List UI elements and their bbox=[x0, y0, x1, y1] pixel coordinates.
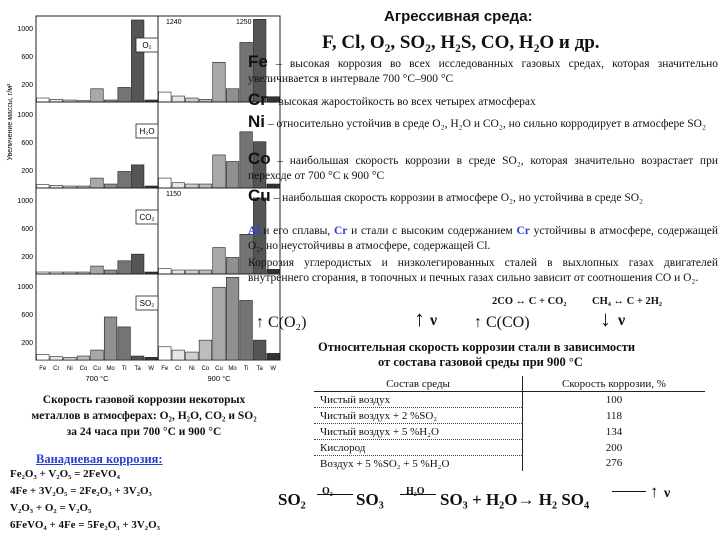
bar-o2-mo bbox=[226, 89, 239, 102]
bar-so2-mo bbox=[226, 277, 239, 360]
category-label: Cu bbox=[93, 366, 101, 372]
bar-so2-cu bbox=[213, 287, 226, 360]
cell-rate: 100 bbox=[605, 393, 623, 406]
cr-paragraph bbox=[248, 92, 718, 110]
chart-caption-line1: Скорость газовой коррозии некоторых bbox=[42, 394, 246, 406]
bar-so2-ni bbox=[186, 352, 199, 360]
category-label: Cu bbox=[215, 366, 223, 372]
bar-co2-co bbox=[199, 270, 212, 274]
page-title: Агрессивная среда: bbox=[384, 8, 533, 25]
table-row bbox=[314, 440, 705, 456]
bar-co2-fe bbox=[159, 269, 172, 274]
category-label: Ti bbox=[121, 366, 127, 372]
c-o2-up: ↑ C(O₂) bbox=[256, 314, 307, 331]
y-tick-label: 600 bbox=[21, 140, 33, 147]
cell-medium: Чистый воздух + 2 %SO₂ bbox=[314, 408, 523, 424]
ni-symbol: Ni bbox=[248, 112, 265, 131]
bar-so2-fe bbox=[159, 347, 172, 360]
atmosphere-label: H₂O bbox=[139, 127, 155, 136]
category-label: Fe bbox=[39, 366, 47, 372]
o2-label: O₂ bbox=[322, 486, 333, 497]
cell-medium: Чистый воздух + 5 %H₂O bbox=[314, 424, 523, 440]
y-tick-label: 200 bbox=[21, 82, 33, 89]
bar-h2o-cu bbox=[91, 178, 104, 188]
category-label: Ni bbox=[189, 366, 195, 372]
category-label: Co bbox=[201, 366, 210, 372]
bar-h2o-ta bbox=[131, 165, 144, 188]
bar-so2-ta bbox=[131, 356, 144, 360]
co-paragraph bbox=[248, 151, 718, 184]
carbon-text: Коррозия углеродистых и низколегированных сталей в выхлопных газах двигателей внутреннего сгорания, в топочных и печных газах сильно зависит от соотношения CO и O₂. bbox=[248, 257, 718, 284]
cu-text: – наибольшая скорость коррозии в атмосфере O₂, но устойчива в среде SO₂ bbox=[270, 192, 644, 204]
bar-so2-cr bbox=[50, 357, 63, 360]
cell-rate: 118 bbox=[605, 409, 623, 422]
c-co-up: ↑ C(CO) bbox=[474, 314, 530, 331]
category-label: W bbox=[148, 366, 155, 372]
carbon-steel-paragraph bbox=[248, 256, 718, 286]
y-tick-label: 600 bbox=[21, 54, 33, 61]
rate-up-arrow-2: ↑ bbox=[650, 482, 659, 501]
atmosphere-label: CO₂ bbox=[139, 213, 155, 222]
bar-h2o-mo bbox=[104, 184, 117, 188]
category-label: W bbox=[270, 366, 277, 372]
so3-intermediate: SO₃ bbox=[356, 490, 384, 509]
category-label: Ni bbox=[67, 366, 73, 372]
bar-so2-ti bbox=[240, 300, 253, 360]
atmosphere-label: O₂ bbox=[142, 41, 152, 50]
chart-caption bbox=[6, 392, 282, 440]
cell-rate: 276 bbox=[605, 457, 623, 470]
table-title-1: Относительная скорость коррозии стали в зависимости bbox=[318, 340, 636, 354]
fe-text: – высокая коррозия во всех исследованных газовых средах, которая значительно увеличивается в интервале 700 °C–900 °C bbox=[248, 58, 718, 85]
value-annotation: 1150 bbox=[166, 191, 182, 198]
ch4-equilibrium: CH₄ ↔ C + 2H₂ bbox=[592, 296, 663, 307]
co-text: – наибольшая скорость коррозии в среде SO₂, которая значительно возрастает при переходе от 700 °C к 900 °C bbox=[248, 155, 718, 182]
sulfuric-acid-reaction: SO₃ + H₂O→ H₂ SO₄ bbox=[440, 490, 590, 509]
cell-medium: Чистый воздух bbox=[314, 392, 523, 408]
cr-text: – высокая жаростойкость во всех четырех атмосферах bbox=[266, 96, 536, 108]
y-tick-label: 200 bbox=[21, 254, 33, 261]
h2o-label: H₂O bbox=[406, 486, 425, 497]
bar-h2o-cu bbox=[213, 155, 226, 188]
category-label: Co bbox=[79, 366, 88, 372]
bar-so2-co bbox=[199, 340, 212, 360]
rate-symbol-3: ν bbox=[664, 486, 671, 501]
alloys-text-1: и его сплавы, bbox=[259, 225, 334, 237]
bar-co2-ta bbox=[131, 254, 144, 274]
alloys-text-3: устойчивы в атмосфере, содержащей O₂, но неустойчивы в атмосфере, содержащей Cl. bbox=[248, 225, 719, 252]
vanadium-eq-2: 4Fe + 3V₂O₅ = 2Fe₂O₃ + 3V₂O₃ bbox=[10, 485, 152, 497]
category-label: Ta bbox=[134, 366, 141, 372]
bar-o2-fe bbox=[159, 92, 172, 102]
vanadium-title: Ванадиевая коррозия: bbox=[36, 452, 163, 466]
bar-h2o-co bbox=[199, 184, 212, 188]
bar-co2-cu bbox=[213, 248, 226, 274]
value-annotation: 1240 bbox=[166, 19, 182, 26]
y-axis-label: Увеличение массы, г/м² bbox=[7, 83, 14, 161]
co-equilibrium: 2CO ↔ C + CO₂ bbox=[492, 296, 567, 307]
cu-symbol: Cu bbox=[248, 186, 271, 205]
cell-rate: 134 bbox=[605, 425, 623, 438]
y-tick-label: 600 bbox=[21, 226, 33, 233]
y-tick-label: 1000 bbox=[17, 112, 33, 119]
vanadium-eq-1: Fe₂O₃ + V₂O₅ = 2FeVO₄ bbox=[10, 468, 120, 480]
so2-start: SO₂ bbox=[278, 490, 306, 509]
chart-caption-line2: металлов в атмосферах: O₂, H₂O, CO₂ и SO₂ bbox=[31, 410, 257, 422]
category-label: Cr bbox=[53, 366, 60, 372]
reaction-arrow-3 bbox=[612, 491, 646, 492]
y-tick-label: 600 bbox=[21, 312, 33, 319]
col-medium-header: Состав среды bbox=[314, 376, 523, 392]
table-row bbox=[314, 408, 705, 424]
rate-down-arrow: ↓ bbox=[600, 306, 611, 331]
bar-o2-fe bbox=[37, 98, 50, 102]
ni-text: – относительно устойчив в среде O₂, H₂O и CO₂, но сильно корродирует в атмосфере SO₂ bbox=[265, 118, 706, 130]
bar-h2o-fe bbox=[159, 178, 172, 188]
co-symbol: Co bbox=[248, 149, 271, 168]
chart-caption-line3: за 24 часа при 700 °C и 900 °C bbox=[66, 426, 222, 438]
y-tick-label: 1000 bbox=[17, 198, 33, 205]
reaction-arrow-1 bbox=[317, 494, 353, 495]
cr-symbol-1: Cr bbox=[334, 225, 348, 237]
table-row bbox=[314, 392, 705, 408]
bar-h2o-ni bbox=[186, 184, 199, 188]
reaction-arrow-2 bbox=[400, 494, 436, 495]
bar-so2-cr bbox=[172, 350, 185, 360]
cell-rate: 200 bbox=[605, 441, 623, 454]
bar-so2-cu bbox=[91, 350, 104, 360]
bar-h2o-cr bbox=[172, 183, 185, 188]
cr-symbol: Cr bbox=[248, 90, 267, 109]
corrosion-bar-chart bbox=[2, 2, 282, 382]
bar-co2-cu bbox=[91, 266, 104, 274]
bar-co2-cr bbox=[172, 270, 185, 274]
table-row bbox=[314, 424, 705, 440]
rate-symbol-2: ν bbox=[618, 312, 626, 329]
bar-so2-ni bbox=[64, 357, 77, 360]
table-header-row bbox=[314, 376, 705, 392]
cell-medium: Воздух + 5 %SO₂ + 5 %H₂O bbox=[314, 456, 523, 472]
bar-o2-cr bbox=[172, 96, 185, 102]
ni-paragraph bbox=[248, 114, 718, 132]
category-label: Mo bbox=[228, 366, 237, 372]
temperature-group-label: 700 °C bbox=[85, 374, 109, 382]
bar-so2-fe bbox=[37, 355, 50, 360]
category-label: Fe bbox=[161, 366, 169, 372]
rate-up-arrow: ↑ bbox=[414, 306, 425, 331]
category-label: Mo bbox=[106, 366, 115, 372]
bar-so2-mo bbox=[104, 317, 117, 360]
table-title-2: от состава газовой среды при 900 °C bbox=[378, 355, 583, 369]
alloys-paragraph bbox=[248, 224, 718, 254]
bar-co2-mo bbox=[104, 270, 117, 274]
al-symbol: Al bbox=[248, 225, 260, 237]
y-tick-label: 1000 bbox=[17, 26, 33, 33]
alloys-text-2: и стали с высоким содержанием bbox=[347, 225, 517, 237]
bar-co2-mo bbox=[226, 257, 239, 274]
cr-symbol-2: Cr bbox=[516, 225, 530, 237]
bar-o2-ni bbox=[186, 98, 199, 102]
bar-o2-cu bbox=[213, 62, 226, 102]
bar-o2-ta bbox=[131, 20, 144, 102]
fe-paragraph bbox=[248, 54, 718, 87]
y-tick-label: 1000 bbox=[17, 284, 33, 291]
value-annotation: 1250 bbox=[236, 19, 252, 26]
cu-paragraph bbox=[248, 188, 718, 206]
bar-o2-cu bbox=[91, 89, 104, 102]
category-label: Ta bbox=[256, 366, 263, 372]
rate-symbol-1: ν bbox=[430, 312, 438, 329]
table-row bbox=[314, 456, 705, 472]
category-label: Ti bbox=[243, 366, 249, 372]
atmosphere-label: SO₂ bbox=[139, 299, 155, 308]
bar-h2o-mo bbox=[226, 162, 239, 188]
bar-co2-ni bbox=[186, 270, 199, 274]
y-tick-label: 200 bbox=[21, 168, 33, 175]
bar-so2-ta bbox=[253, 340, 266, 360]
temperature-group-label: 900 °C bbox=[207, 374, 231, 382]
bar-so2-w bbox=[267, 353, 280, 360]
bar-o2-ti bbox=[118, 87, 131, 102]
category-label: Cr bbox=[175, 366, 182, 372]
bar-so2-co bbox=[77, 356, 90, 360]
vanadium-eq-4: 6FeVO₄ + 4Fe = 5Fe₂O₃ + 3V₂O₃ bbox=[10, 519, 160, 531]
y-tick-label: 200 bbox=[21, 340, 33, 347]
fe-symbol: Fe bbox=[248, 52, 268, 71]
aggressive-media-list: F, Cl, O₂, SO₂, H₂S, CO, H₂O и др. bbox=[322, 32, 600, 53]
vanadium-eq-3: V₂O₃ + O₂ = V₂O₅ bbox=[10, 502, 92, 514]
bar-co2-ti bbox=[118, 261, 131, 274]
cell-medium: Кислород bbox=[314, 440, 523, 456]
bar-h2o-ti bbox=[118, 171, 131, 188]
corrosion-rate-table bbox=[314, 376, 705, 471]
bar-so2-ti bbox=[118, 327, 131, 360]
col-rate-header: Скорость коррозии, % bbox=[523, 376, 706, 392]
bar-so2-w bbox=[145, 357, 158, 360]
